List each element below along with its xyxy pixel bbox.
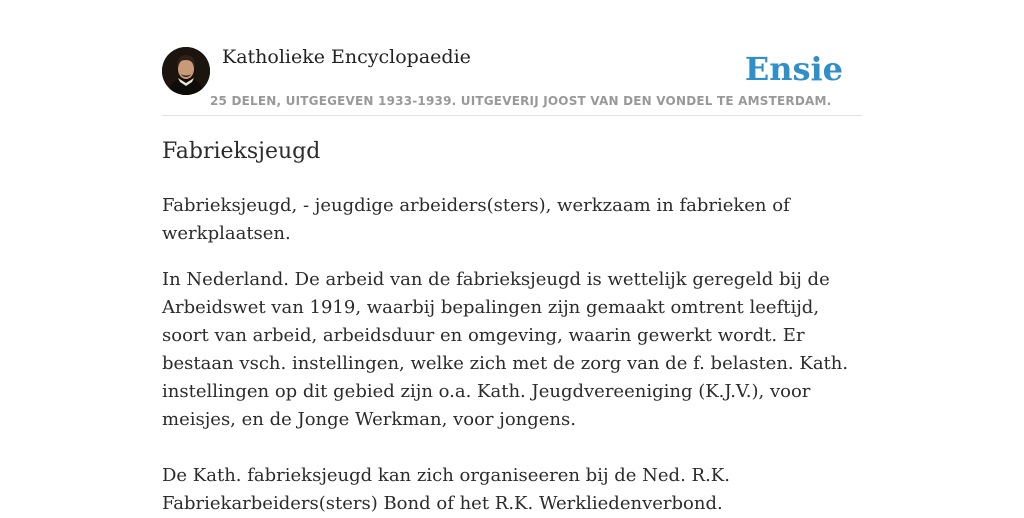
article-title: Fabrieksjeugd <box>162 139 321 164</box>
portrait-illustration <box>162 47 210 95</box>
article-body <box>162 192 862 518</box>
source-meta: 25 DELEN, UITGEGEVEN 1933-1939. UITGEVERIJ JOOST VAN DEN VONDEL TE AMSTERDAM. <box>210 94 832 108</box>
header-divider <box>162 115 862 116</box>
brand-logo-link[interactable]: Ensie <box>744 50 843 88</box>
portrait-avatar-icon[interactable] <box>162 47 210 95</box>
article-paragraph: Fabrieksjeugd, - jeugdige arbeiders(sters), werkzaam in fabrieken of werkplaatsen. <box>162 195 790 244</box>
article-paragraph: De Kath. fabrieksjeugd kan zich organiseeren bij de Ned. R.K. Fabriekarbeiders(sters) Bond of het R.K. Werkliedenverbond. <box>162 465 730 514</box>
article-paragraph: In Nederland. De arbeid van de fabrieksjeugd is wettelijk geregeld bij de Arbeidswet van 1919, waarbij bepalingen zijn gemaakt omtrent leeftijd, soort van arbeid, arbeidsduur en omgeving, waarin gewerkt wordt. Er bestaan vsch. instellingen, welke zich met de zorg van de f. belasten. Kath. instellingen op dit gebied zijn o.a. Kath. Jeugdvereeniging (K.J.V.), voor meisjes, en de Jonge Werkman, voor jongens. <box>162 269 849 430</box>
source-title[interactable]: Katholieke Encyclopaedie <box>222 46 471 68</box>
